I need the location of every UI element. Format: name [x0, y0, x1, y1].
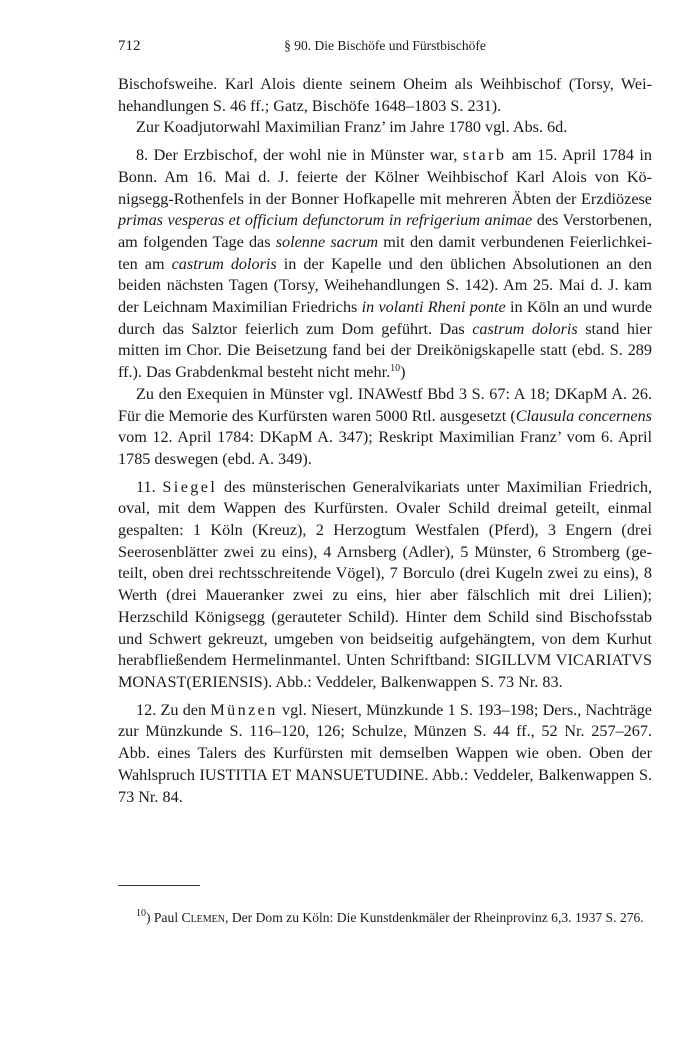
text-run: in der Kapelle und den üblichen Absolutionen an den beiden nächsten Tagen (Torsy, Weihehandlungen S. 142). Am 25. Mai d. J. kam der Leichnam Maximilian Friedrichs — [118, 254, 652, 317]
footnote-reference: 10 — [390, 363, 401, 375]
text-run: 12. Zu den — [136, 700, 211, 719]
footnote-divider — [118, 885, 200, 886]
paragraph-weihe: Bischofsweihe. Karl Alois diente seinem Oheim als Weihbischof (Torsy, Weihehandlungen S. 46 ff.; Gatz, Bischöfe 1648–1803 S. 231). — [118, 75, 652, 115]
latin-phrase: castrum doloris — [171, 254, 277, 273]
text-run: mit den damit verbundenen Feierlichkeiten am — [118, 232, 653, 273]
footnote-text: , Der Dom zu Köln: Die Kunstdenkmäler der Rheinprovinz 6,3. 1937 S. 276. — [225, 909, 644, 925]
latin-phrase: Clausula concernens — [515, 406, 652, 425]
page-number: 712 — [118, 38, 141, 54]
footnote-10 — [118, 908, 652, 927]
spaced-term-starb: starb — [462, 146, 507, 165]
spaced-term-siegel: Siegel — [162, 477, 218, 496]
text-run: in Köln an und wurde durch das Salztor feierlich zum Dom geführt. Das — [118, 298, 653, 338]
text-run: am 15. April 1784 in Bonn. Am 16. Mai d. J. feierte der Kölner Weihbischof Karl Alois von Königsegg-Rothenfels in der Bonner Hofkapelle mit mehreren Äbten der Erzdiözese — [118, 146, 652, 208]
text-run: vom 12. April 1784: DKapM A. 347); Reskript Maximilian Franz’ vom 6. April 1785 deswegen (ebd. A. 349). — [118, 428, 652, 468]
text-run: 11. — [136, 477, 163, 496]
text-run: des münsterischen Generalvikariats unter Maximilian Friedrich, oval, mit dem Wappen des Kurfürsten. Ovaler Schild dreimal geteilt, einmal gespalten: 1 Köln (Kreuz), 2 Herzogtum Westfalen (Pferd), 3 Engern (drei Seerosenblätter zwei zu eins), 4 Arnsberg (Adler), 5 Münster, 6 Stromberg (geteilt, oben drei rechtsschreitende Vögel), 7 Borculo (drei Kugeln zwei zu eins), 8 Werth (drei Maueranker zwei zu eins, hier aber fälschlich mit drei Lilien); Herzschild Königsegg (gerauteter Schild). Hinter dem Schild sind Bischofsstab und Schwert gekreuzt, umgeben von beidseitig aufgehängtem, von dem Kurhut herabfließendem Hermelinmantel. Unten Schriftband: SIGILLVM VICARIATVS MONAST(ERIENSIS). Abb.: Veddeler, Balkenwappen S. 73 Nr. 83. — [118, 477, 652, 691]
text-run: Zu den Exequien in Münster vgl. INAWestf Bbd 3 S. 67: A 18; DKapM A. 26. Für die Memorie des Kurfürsten waren 5000 Rtl. ausgesetzt ( — [118, 384, 652, 425]
footnote-marker: 10 — [136, 907, 146, 919]
paragraph-exequien — [118, 384, 652, 471]
latin-phrase: in volanti Rheni ponte — [361, 298, 506, 317]
paragraph-siegel — [118, 477, 652, 694]
footnote-author-first: Paul — [150, 909, 182, 925]
running-title: § 90. Die Bischöfe und Fürstbischöfe — [284, 38, 486, 53]
body-text — [118, 74, 652, 808]
text-run: stand hier mitten im Chor. Die Beisetzung fand bei der Dreikönigskapelle statt (ebd. S. 289 ff.). Das Grabdenkmal besteht nicht mehr. — [118, 319, 652, 382]
paragraph-muenzen — [118, 700, 652, 809]
text-run: vgl. Niesert, Münzkunde 1 S. 193–198; Ders., Nachträge zur Münzkunde S. 116–120, 126; Schulze, Münzen S. 44 ff., 52 Nr. 257–267. Abb. eines Talers des Kurfürsten mit demselben Wappen wie oben. Oben der Wahlspruch IUSTITIA ET MANSUETUDINE. Abb.: Veddeler, Balkenwappen S. 73 Nr. 84. — [118, 700, 652, 806]
text-run: des Verstorbenen, am folgenden Tage das — [118, 211, 653, 251]
footnote-author-last: Clemen — [181, 909, 226, 925]
text-run: 8. Der Erzbischof, der wohl nie in Münster war, — [136, 146, 463, 165]
latin-phrase: castrum doloris — [472, 319, 578, 338]
running-head — [118, 38, 652, 60]
spaced-term-muenzen: Münzen — [210, 700, 278, 719]
footnote-reference-paren: ) — [400, 363, 406, 382]
paragraph-tod — [118, 145, 652, 384]
paragraph-koadjutorwahl: Zur Koadjutorwahl Maximilian Franz’ im Jahre 1780 vgl. Abs. 6d. — [136, 118, 568, 137]
latin-phrase: solenne sacrum — [275, 232, 379, 251]
latin-phrase: primas vesperas et officium defunctorum in refrigerium animae — [118, 211, 533, 230]
footnote-marker-paren: ) — [146, 909, 151, 925]
